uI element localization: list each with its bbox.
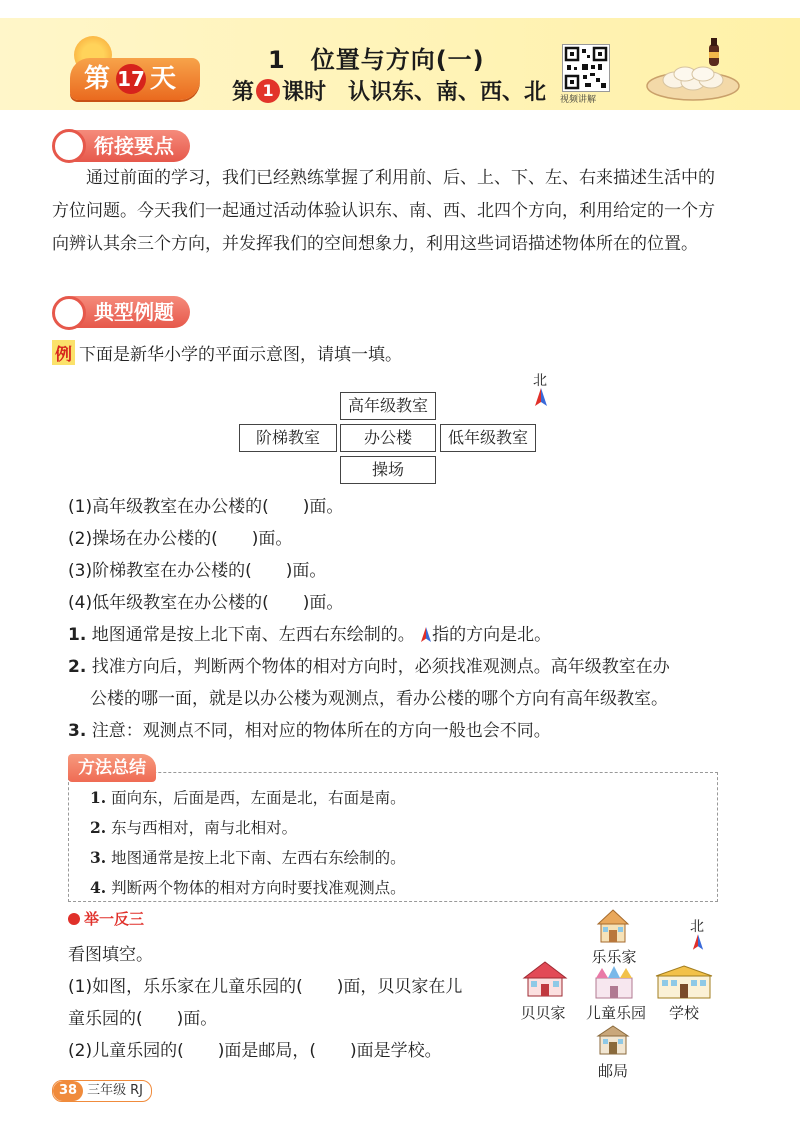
example-text: 下面是新华小学的平面示意图，请填一填。 [79,345,402,365]
page-footer [52,1080,152,1102]
north-arrow-inline-icon [420,627,432,642]
note-1-text-a: 地图通常是按上北下南、左西右东绘制的。 [91,625,415,645]
map-box-lecture-hall: 阶梯教室 [239,424,337,452]
label-lele-home: 乐乐家 [591,948,637,966]
note-1 [68,620,551,645]
practice-intro: 看图填空。 [68,945,153,965]
day-number: 17 [116,64,146,94]
method-item-3-text: 地图通常是按上北下南、左西右东绘制的。 [111,849,406,867]
practice-q2: (2)儿童乐园的( )面是邮局，( )面是学校。 [68,1041,442,1061]
page-number: 38 [53,1081,83,1101]
note-3-text: 注意：观测点不同，相对应的物体所在的方向一般也会不同。 [91,721,551,741]
practice-tag-text: 举一反三 [84,910,145,928]
school-icon [652,964,716,1000]
practice-q1-line2: 童乐园的( )面。 [68,1009,218,1029]
section-tag-example: 典型例题 [58,296,190,328]
grade-label: 三年级 [87,1083,127,1098]
note-3 [68,716,551,741]
method-item-4-text: 判断两个物体的相对方向时要找准观测点。 [111,879,406,897]
method-summary-tag: 方法总结 [68,754,156,782]
note-2-cont: 公楼的哪一面，就是以办公楼为观测点，看办公楼的哪个方向有高年级教室。 [90,689,668,709]
lesson-subtitle [232,75,546,106]
method-item-2-num: 2. [90,818,107,837]
lesson-sub-prefix: 第 [232,80,255,105]
edition-label: RJ [130,1083,143,1098]
note-2-text: 找准方向后，判断两个物体的相对方向时，必须找准观测点。高年级教室在办 [91,657,670,677]
practice-north-label: 北 [690,919,704,935]
map-box-playground: 操场 [340,456,436,484]
example-mark: 例 [52,340,75,365]
section-tag-connection: 衔接要点 [58,130,190,162]
question-3: (3)阶梯教室在办公楼的( )面。 [68,561,327,581]
method-item-2 [90,816,297,838]
note-1-text-b: 指的方向是北。 [432,625,552,645]
house-beibei-icon [522,960,568,998]
day-prefix: 第 [84,64,113,94]
children-park-icon [592,964,636,1000]
note-2-num: 2. [68,657,87,677]
north-label: 北 [533,373,547,389]
example-prompt [52,340,402,365]
house-lele-icon [596,908,630,944]
note-2 [68,652,670,677]
lesson-title: 1 位置与方向(一) [268,46,485,74]
lion-mascot-icon [52,129,86,163]
method-item-4 [90,876,406,898]
qr-label: 视频讲解 [560,95,597,105]
method-item-1-text: 面向东，后面是西，左面是北，右面是南。 [111,789,406,807]
method-item-1-num: 1. [90,788,107,807]
north-arrow-icon [534,388,548,406]
lesson-sub-suffix: 课时 认识东、南、西、北 [282,80,547,105]
note-1-num: 1. [68,625,87,645]
map-box-senior-classroom: 高年级教室 [340,392,436,420]
day-suffix: 天 [150,64,179,94]
lesson-number: 1 [256,79,280,103]
label-beibei-home: 贝贝家 [520,1004,566,1022]
label-school: 学校 [668,1004,699,1022]
label-children-park: 儿童乐园 [585,1004,646,1022]
practice-tag [68,908,144,929]
connection-paragraph: 通过前面的学习，我们已经熟练掌握了利用前、后、上、下、左、右来描述生活中的方位问题。今天我们一起通过活动体验认识东、南、西、北四个方向，利用给定的一个方向辨认其余三个方向，并发挥我们的空间想象力，利用这些词语描述物体所在的位置。 [52,168,715,254]
practice-north-arrow-icon [692,934,704,950]
method-item-2-text: 东与西相对，南与北相对。 [111,819,298,837]
post-office-icon [596,1024,630,1056]
map-box-office-building: 办公楼 [340,424,436,452]
method-item-4-num: 4. [90,878,107,897]
practice-q1-line1: (1)如图，乐乐家在儿童乐园的( )面，贝贝家在儿 [68,977,463,997]
dumpling-dish-icon [645,38,741,102]
method-item-3-num: 3. [90,848,107,867]
method-item-1 [90,786,406,808]
money-bag-icon [52,296,86,330]
question-1: (1)高年级教室在办公楼的( )面。 [68,497,344,517]
question-2: (2)操场在办公楼的( )面。 [68,529,293,549]
method-item-3 [90,846,406,868]
map-box-junior-classroom: 低年级教室 [440,424,536,452]
day-label [84,62,204,96]
label-post-office: 邮局 [597,1062,628,1080]
play-dot-icon [68,913,80,925]
question-4: (4)低年级教室在办公楼的( )面。 [68,593,344,613]
qr-code-icon[interactable] [562,44,610,92]
note-3-num: 3. [68,721,87,741]
